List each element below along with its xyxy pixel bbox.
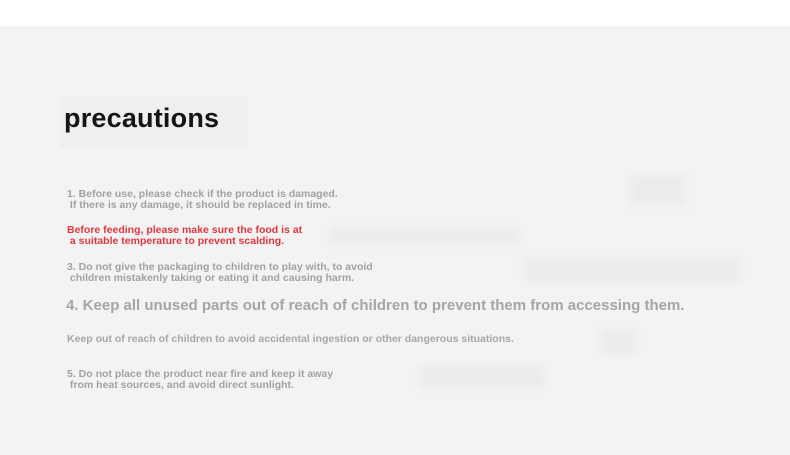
precaution-item-1-line-1: 1. Before use, please check if the product is damaged. xyxy=(67,188,338,200)
precaution-item-3-line-1: 3. Do not give the packaging to children to play with, to avoid xyxy=(67,261,373,273)
precaution-item-6-line-2: from heat sources, and avoid direct sunlight. xyxy=(67,379,294,391)
background-smudge xyxy=(420,366,545,388)
precaution-item-2-line-1: Before feeding, please make sure the food is at xyxy=(67,224,303,236)
background-smudge xyxy=(600,330,636,354)
precaution-item-3-line-2: children mistakenly taking or eating it and causing harm. xyxy=(67,272,355,284)
background-smudge xyxy=(525,258,740,282)
precaution-item-1 xyxy=(67,189,338,211)
precaution-item-6-line-1: 5. Do not place the product near fire and keep it away xyxy=(67,368,334,380)
page-title: precautions xyxy=(64,103,220,133)
precaution-item-1-line-2: If there is any damage, it should be replaced in time. xyxy=(67,199,331,211)
background-smudge xyxy=(630,175,685,205)
precaution-item-4 xyxy=(66,297,684,314)
precaution-item-5 xyxy=(67,333,514,345)
precaution-item-3 xyxy=(67,262,373,284)
precaution-item-5-line-1: Keep out of reach of children to avoid accidental ingestion or other dangerous situations. xyxy=(67,333,514,345)
precaution-item-2 xyxy=(67,225,302,247)
precaution-item-2-line-2: a suitable temperature to prevent scalding. xyxy=(67,235,285,247)
background-smudge xyxy=(330,228,520,244)
precaution-item-6 xyxy=(67,369,333,391)
precaution-item-4-line-1: 4. Keep all unused parts out of reach of children to prevent them from accessing them. xyxy=(66,297,685,314)
